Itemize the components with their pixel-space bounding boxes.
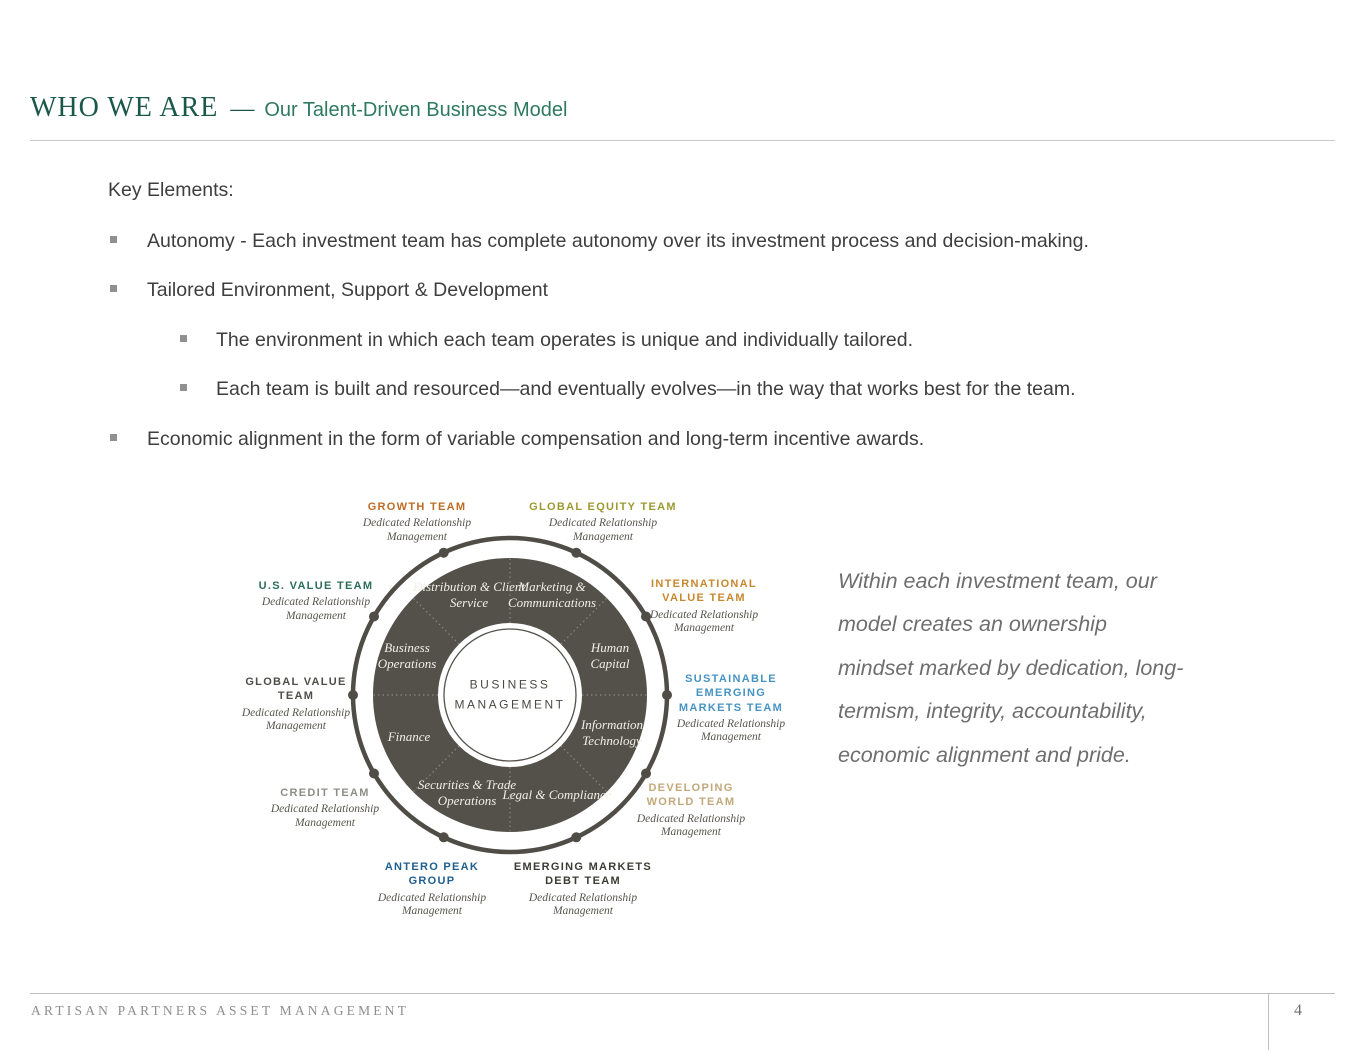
- team-label-us-value: [246, 579, 386, 623]
- center-label-line1: BUSINESS: [469, 677, 551, 692]
- footer-page-divider: [1268, 993, 1269, 1050]
- title-separator: —: [230, 96, 255, 122]
- function-label-business-ops: Business Operations: [377, 639, 437, 671]
- function-label-finance: Finance: [387, 728, 431, 744]
- bullet-subitem: [180, 377, 1076, 402]
- wheel-center-label: [454, 675, 565, 716]
- team-name: U.S. VALUE TEAM: [258, 580, 374, 592]
- bullet-item: [110, 229, 1089, 254]
- team-name: ANTERO PEAK GROUP: [384, 861, 480, 888]
- team-dot: [571, 832, 581, 842]
- team-label-credit: [255, 786, 395, 830]
- function-label-legal: Legal & Compliance: [502, 786, 612, 802]
- team-subtitle: Dedicated Relationship Management: [270, 803, 380, 829]
- team-subtitle: Dedicated Relationship Management: [636, 812, 746, 838]
- team-name: GLOBAL EQUITY TEAM: [529, 501, 677, 513]
- team-subtitle: Dedicated Relationship Management: [377, 891, 487, 917]
- team-name: SUSTAINABLE EMERGING MARKETS TEAM: [678, 673, 784, 714]
- team-label-global-equity: [528, 500, 678, 544]
- team-dot: [641, 769, 651, 779]
- footer-divider: [30, 993, 1335, 994]
- team-dot: [571, 548, 581, 558]
- bullet-square-icon: [110, 285, 117, 292]
- title-main: WHO WE ARE: [30, 92, 219, 123]
- bullet-text: Autonomy - Each investment team has complete autonomy over its investment process and decision-making.: [147, 230, 1089, 252]
- function-label-marketing: Marketing & Communications: [507, 578, 597, 610]
- team-subtitle: Dedicated Relationship Management: [548, 517, 658, 543]
- team-dot: [439, 832, 449, 842]
- team-label-global-value: [236, 675, 356, 733]
- bullet-square-icon: [180, 384, 187, 391]
- bullet-text: The environment in which each team operates is unique and individually tailored.: [216, 329, 913, 351]
- function-label-human-capital: Human Capital: [590, 639, 630, 671]
- quote-line: Within each investment team, our: [838, 569, 1157, 593]
- team-name: INTERNATIONAL VALUE TEAM: [651, 578, 757, 605]
- bullet-square-icon: [110, 434, 117, 441]
- function-label-distribution: Distribution & Client Service: [413, 578, 525, 610]
- quote-line: economic alignment and pride.: [838, 742, 1131, 767]
- bullet-square-icon: [110, 236, 117, 243]
- team-subtitle: Dedicated Relationship Management: [241, 706, 351, 732]
- function-label-securities: Securities & Trade Operations: [417, 776, 517, 808]
- bullet-item: [110, 427, 924, 452]
- page-number: 4: [1294, 1002, 1302, 1019]
- team-label-international-value: [639, 577, 769, 635]
- footer-company-name: ARTISAN PARTNERS ASSET MANAGEMENT: [31, 1003, 410, 1018]
- function-label-it: Information Technology: [580, 716, 644, 748]
- header-divider: [30, 140, 1335, 141]
- team-label-developing-world: [631, 781, 751, 839]
- bullet-text: Tailored Environment, Support & Development: [147, 279, 549, 301]
- bullet-text: Economic alignment in the form of variable compensation and long-term incentive awards.: [147, 428, 925, 450]
- team-name: EMERGING MARKETS DEBT TEAM: [513, 861, 653, 888]
- team-subtitle: Dedicated Relationship Management: [649, 608, 759, 634]
- key-elements-label: Key Elements:: [108, 179, 234, 201]
- team-name: CREDIT TEAM: [280, 787, 370, 799]
- center-label-line2: MANAGEMENT: [454, 698, 566, 712]
- quote-block: [838, 560, 1238, 777]
- team-subtitle: Dedicated Relationship Management: [261, 596, 371, 622]
- bullet-square-icon: [180, 335, 187, 342]
- title-subtitle: Our Talent-Driven Business Model: [264, 99, 568, 121]
- team-subtitle: Dedicated Relationship Management: [528, 891, 638, 917]
- team-name: GROWTH TEAM: [367, 501, 467, 513]
- bullet-item: [110, 278, 548, 303]
- team-name: GLOBAL VALUE TEAM: [245, 676, 347, 703]
- bullet-subitem: [180, 328, 913, 353]
- team-label-sustainable-emerging-markets: [666, 672, 796, 744]
- team-label-antero-peak: [376, 860, 488, 918]
- quote-line: mindset marked by dedication, long-: [838, 655, 1184, 680]
- team-label-growth: [347, 500, 487, 544]
- team-dot: [369, 769, 379, 779]
- page-title: [30, 92, 567, 124]
- team-dot: [439, 548, 449, 558]
- team-subtitle: Dedicated Relationship Management: [676, 717, 786, 744]
- bullet-text: Each team is built and resourced—and eventually evolves—in the way that works best for the team.: [216, 378, 1076, 400]
- team-subtitle: Dedicated Relationship Management: [362, 517, 472, 543]
- team-label-emerging-markets-debt: [507, 860, 659, 918]
- quote-line: termism, integrity, accountability,: [838, 699, 1147, 724]
- quote-line: model creates an ownership: [838, 612, 1107, 637]
- team-name: DEVELOPING WORLD TEAM: [646, 782, 736, 809]
